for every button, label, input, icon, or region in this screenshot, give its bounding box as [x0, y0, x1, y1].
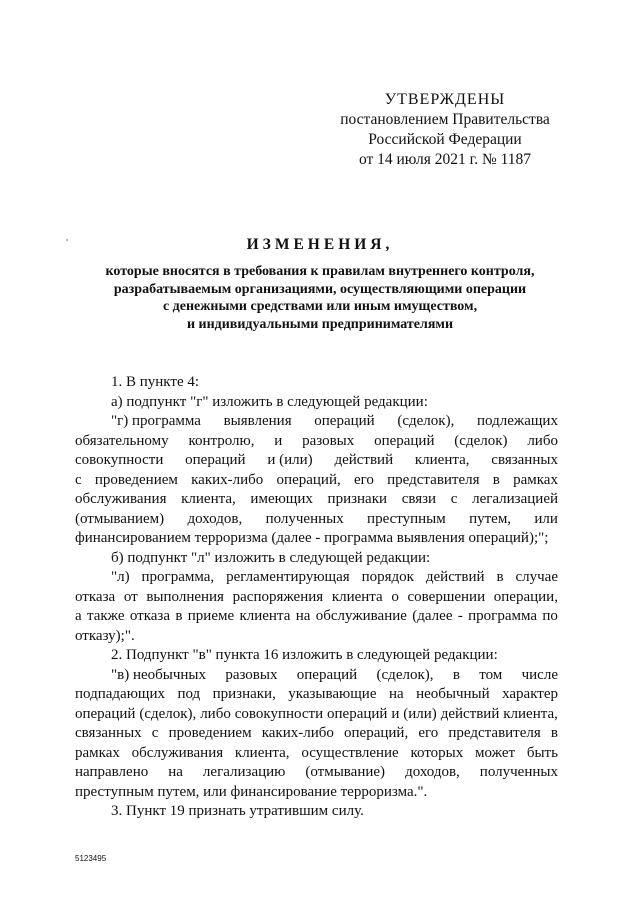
word: может	[475, 744, 516, 761]
justified-line	[75, 490, 558, 510]
document-body	[75, 373, 558, 822]
word: операций	[296, 666, 358, 683]
word: признаки	[327, 491, 388, 507]
word: путем,	[469, 510, 512, 527]
word: совокупности	[75, 452, 164, 468]
word: полученных	[479, 764, 558, 780]
word: действий	[440, 705, 500, 722]
subpoint-g-last-line: финансированием терроризма (далее - программа выявления операций);";	[75, 530, 549, 546]
word: доходов,	[405, 764, 460, 780]
justified-line	[75, 432, 558, 452]
word: легализацией	[472, 491, 558, 507]
word: в	[550, 725, 558, 741]
word: о	[391, 588, 399, 605]
word: полученных	[265, 510, 344, 527]
word: порядок	[361, 569, 414, 585]
word: либо	[527, 432, 558, 449]
justified-line	[75, 412, 558, 432]
word: представителя	[448, 725, 541, 741]
word: контролю,	[188, 432, 255, 449]
word: приеме	[187, 608, 235, 624]
word: от	[123, 588, 138, 605]
word: проведением	[94, 471, 178, 488]
word: имеющих	[250, 491, 313, 507]
word: выявления	[223, 413, 292, 429]
word: на	[388, 686, 404, 702]
word: отказа	[129, 608, 171, 624]
subtitle-line: разрабатываемым организациями, осуществляющими операции	[113, 281, 527, 297]
word: на	[168, 764, 183, 780]
justified-line	[75, 510, 558, 530]
word: разовых	[225, 666, 278, 683]
word: операций	[314, 413, 375, 429]
word: в	[175, 608, 183, 624]
subtitle-line: которые вносятся в требования к правилам внутреннего контроля,	[105, 264, 535, 279]
subtitle-line: с денежными средствами или иным имуществом,	[162, 299, 478, 314]
justified-line	[75, 607, 558, 627]
word: его	[418, 725, 439, 741]
word: (сделок),	[397, 413, 455, 429]
justified-line	[75, 451, 558, 471]
word: а	[75, 608, 82, 624]
word: каких-либо	[191, 471, 264, 488]
word: (сделок),	[376, 666, 434, 683]
justified-line	[75, 724, 558, 744]
word: также	[87, 608, 125, 624]
word: клиента,	[414, 452, 470, 468]
word: (или)	[403, 705, 437, 722]
word: "в) необычных	[111, 666, 206, 683]
word: том	[479, 666, 503, 683]
word: (сделок),	[139, 705, 197, 722]
subpoint-g-text	[75, 412, 558, 529]
approval-stamp	[340, 90, 550, 170]
word: действий	[334, 452, 394, 468]
word: его	[353, 471, 374, 488]
word: операций	[185, 452, 246, 468]
word: и (или)	[267, 452, 313, 468]
word: совершении	[407, 588, 486, 605]
subpoint-v-last-line: преступным путем, или финансирование терроризма.".	[75, 783, 428, 800]
word: операций	[75, 705, 136, 722]
word: случае	[515, 569, 558, 585]
word: (отмыванием)	[75, 510, 165, 527]
justified-line	[75, 744, 558, 764]
word: регламентирующая	[226, 569, 350, 585]
word: подпадающих	[75, 686, 165, 702]
word: распоряжения	[232, 588, 324, 605]
word: операций	[374, 432, 435, 449]
subpoint-l-last-line: отказу);".	[75, 627, 135, 644]
justified-line	[75, 763, 558, 783]
justified-line	[75, 471, 558, 491]
word: обслуживания	[75, 491, 167, 507]
word: каких-либо	[261, 725, 334, 741]
word: по	[542, 608, 558, 624]
word: обслуживания	[131, 744, 224, 761]
word: с	[151, 725, 159, 741]
justified-line	[75, 588, 558, 608]
word: в	[452, 666, 460, 683]
document-subtitle	[60, 263, 580, 333]
word: рамках	[75, 744, 120, 761]
word: операций,	[276, 471, 341, 488]
word: "л)	[111, 569, 130, 585]
word: "г) программа	[111, 413, 201, 429]
word: и	[391, 705, 400, 722]
paragraph-1a: а) подпункт "г" изложить в следующей редакции:	[111, 393, 428, 410]
justified-line	[75, 568, 558, 588]
word: обязательному	[75, 432, 169, 449]
word: быть	[526, 744, 558, 761]
paragraph-1b: б) подпункт "л" изложить в следующей редакции:	[111, 549, 431, 566]
paragraph-3: 3. Пункт 19 признать утратившим силу.	[111, 803, 364, 819]
approved-heading: УТВЕРЖДЕНЫ	[384, 91, 506, 108]
word: или	[534, 510, 558, 527]
approval-line-country: Российской Федерации	[368, 131, 522, 148]
word: клиента	[239, 608, 291, 624]
justified-line	[75, 685, 558, 705]
word: разовых	[302, 432, 355, 449]
word: клиента,	[234, 744, 290, 761]
approval-line-decree: постановлением Правительства	[340, 111, 550, 128]
word: связи	[401, 491, 437, 507]
document-title: ИЗМЕНЕНИЯ,	[246, 236, 394, 253]
word: и	[274, 432, 283, 449]
word: (сделок)	[454, 432, 508, 449]
word: связанных	[491, 452, 558, 468]
word: доходов,	[187, 510, 243, 527]
word: на	[295, 608, 311, 624]
word: клиента,	[181, 491, 236, 507]
word: под	[177, 686, 201, 702]
document-number: 5123495	[75, 854, 107, 863]
word: представителя	[387, 471, 480, 488]
word: совокупности	[234, 705, 324, 722]
paragraph-2: 2. Подпункт "в" пункта 16 изложить в следующей редакции:	[111, 647, 498, 663]
word: программа	[468, 608, 538, 624]
word: действий	[425, 569, 485, 585]
subtitle-line: и индивидуальными предпринимателями	[186, 316, 454, 332]
word: связанных	[75, 725, 142, 741]
subpoint-v-text	[75, 666, 558, 783]
word: клиента	[331, 588, 383, 605]
word: подлежащих	[476, 413, 558, 429]
word: направлено	[75, 764, 149, 780]
word: обслуживание	[315, 608, 407, 624]
word: указывающие	[288, 686, 377, 702]
word: признаки,	[212, 686, 276, 702]
paragraph-1: 1. В пункте 4:	[111, 374, 200, 390]
word: легализацию	[202, 764, 286, 780]
word: клиента,	[503, 705, 558, 722]
approval-line-date: от 14 июля 2021 г. № 1187	[358, 151, 532, 168]
word: необычный	[416, 686, 490, 702]
justified-line	[75, 666, 558, 686]
justified-line	[75, 705, 558, 725]
word: операции,	[493, 588, 558, 605]
word: с	[450, 491, 458, 507]
word: осуществление	[301, 744, 399, 761]
word: -	[457, 608, 463, 624]
word: операций	[327, 705, 388, 722]
word: выполнения	[146, 588, 224, 605]
word: (далее	[412, 608, 453, 624]
subpoint-l-text	[75, 568, 558, 627]
word: либо	[200, 705, 231, 722]
word: характер	[502, 686, 558, 702]
word: с	[75, 471, 82, 488]
word: в	[492, 471, 500, 488]
word: рамках	[513, 471, 558, 488]
word: программа,	[141, 569, 215, 585]
word: отказа	[75, 588, 116, 605]
word: преступным	[367, 510, 446, 527]
word: в	[496, 569, 504, 585]
word: (отмывание)	[305, 764, 386, 780]
word: которых	[410, 744, 464, 761]
word: числе	[521, 666, 558, 683]
word: проведением	[168, 725, 252, 741]
word: операций,	[344, 725, 409, 741]
